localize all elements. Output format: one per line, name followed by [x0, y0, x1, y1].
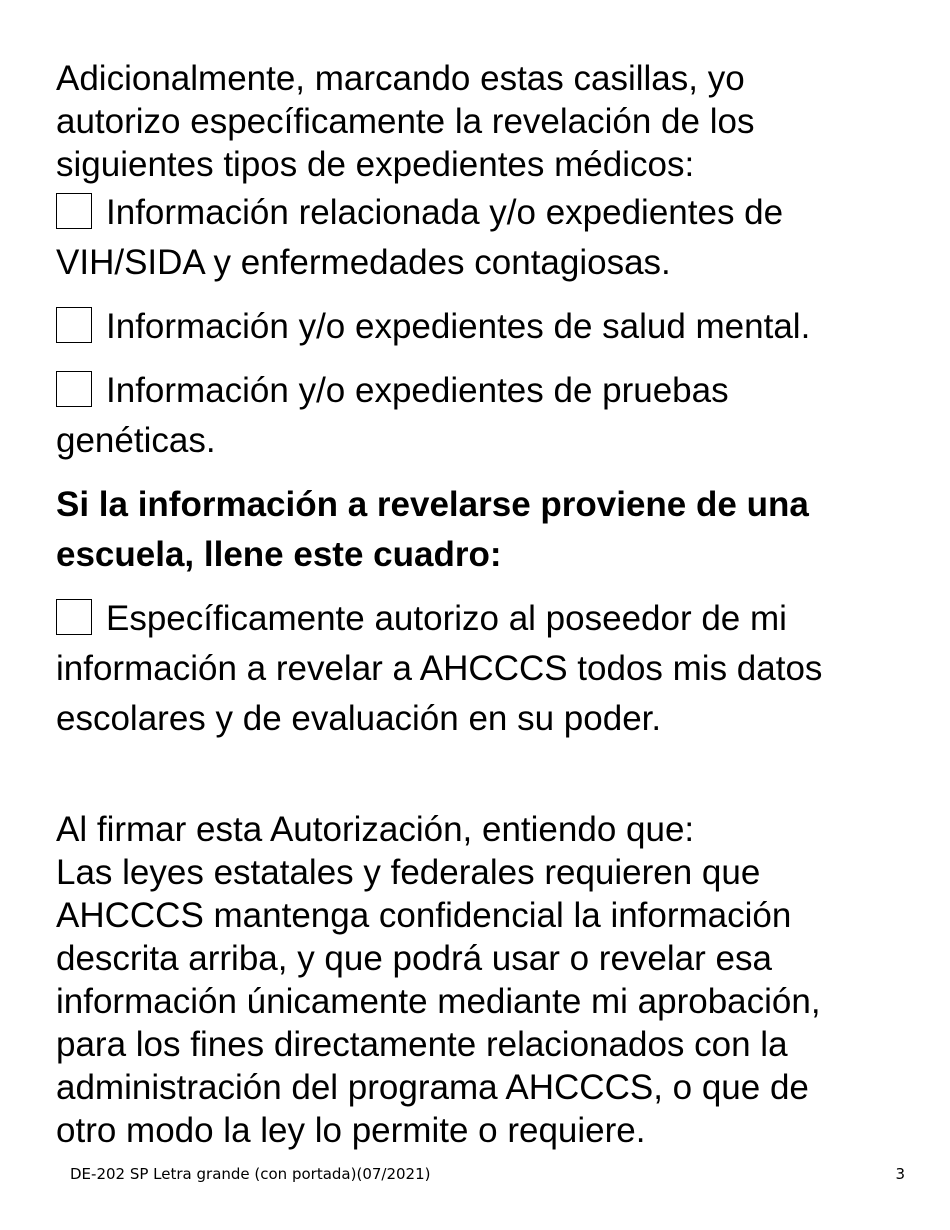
- school-line-3: escolares y de evaluación en su poder.: [56, 699, 662, 738]
- hiv-line-1: Información relacionada y/o expedientes de: [106, 193, 784, 232]
- page-number: 3: [895, 1165, 905, 1183]
- mental-health-option: [56, 302, 916, 352]
- intro-line-2: autorizo específicamente la revelación de los: [56, 102, 755, 141]
- auth-line-5: información únicamente mediante mi aprobación,: [56, 982, 821, 1021]
- mental-health-line-1: Información y/o expedientes de salud mental.: [106, 307, 811, 346]
- auth-line-2: Las leyes estatales y federales requieren que: [56, 853, 761, 892]
- genetic-testing-option: [56, 366, 916, 466]
- auth-line-1: Al firmar esta Autorización, entiendo que:: [56, 810, 695, 849]
- school-line-2: información a revelar a AHCCCS todos mis datos: [56, 649, 823, 688]
- school-line-1: Específicamente autorizo al poseedor de mi: [106, 599, 787, 638]
- intro-line-1: Adicionalmente, marcando estas casillas, yo: [56, 59, 745, 98]
- authorization-paragraph: [56, 808, 916, 1152]
- hiv-option: [56, 188, 916, 288]
- genetic-testing-checkbox[interactable]: [56, 371, 92, 407]
- auth-line-8: otro modo la ley lo permite o requiere.: [56, 1111, 646, 1150]
- auth-line-6: para los fines directamente relacionados con la: [56, 1025, 788, 1064]
- form-identifier: DE-202 SP Letra grande (con portada)(07/2021): [70, 1165, 431, 1183]
- school-heading: [56, 480, 916, 580]
- school-heading-line-2: escuela, llene este cuadro:: [56, 535, 502, 574]
- school-records-option: [56, 594, 916, 744]
- auth-line-7: administración del programa AHCCCS, o que de: [56, 1068, 809, 1107]
- mental-health-checkbox[interactable]: [56, 307, 92, 343]
- document-page: [56, 57, 916, 1152]
- genetic-line-2: genéticas.: [56, 421, 216, 460]
- auth-line-4: descrita arriba, y que podrá usar o revelar esa: [56, 939, 772, 978]
- hiv-checkbox[interactable]: [56, 193, 92, 229]
- intro-line-3: siguientes tipos de expedientes médicos:: [56, 145, 695, 184]
- auth-line-3: AHCCCS mantenga confidencial la información: [56, 896, 792, 935]
- intro-paragraph: [56, 57, 916, 186]
- school-heading-line-1: Si la información a revelarse proviene de una: [56, 485, 809, 524]
- school-records-checkbox[interactable]: [56, 599, 92, 635]
- hiv-line-2: VIH/SIDA y enfermedades contagiosas.: [56, 243, 671, 282]
- genetic-line-1: Información y/o expedientes de pruebas: [106, 371, 729, 410]
